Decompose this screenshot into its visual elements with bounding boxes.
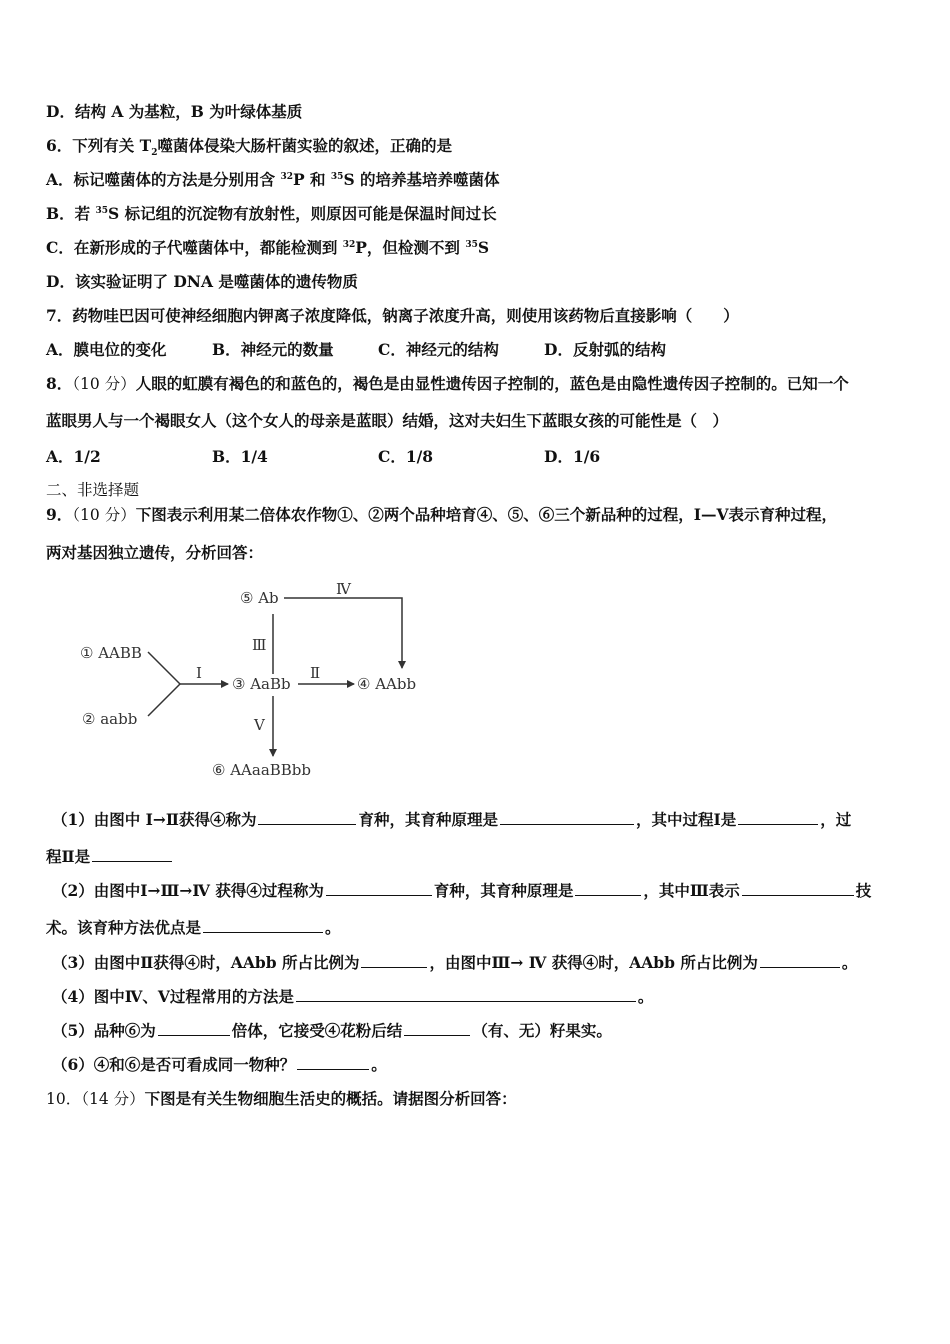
- node-6: ⑥ AAaaBBbb: [212, 761, 312, 779]
- q9-sub1-line2: 程Ⅱ是: [46, 846, 174, 867]
- blank-1-2[interactable]: [500, 809, 634, 825]
- blank-5-1[interactable]: [158, 1020, 230, 1036]
- q7-option-c: C．神经元的结构: [378, 340, 499, 359]
- q6-stem: 6．下列有关 $T_2$噬菌体侵染大肠杆菌实验的叙述，正确的是: [46, 136, 452, 159]
- q7-options: [46, 340, 710, 360]
- q10-stem: 10．（14 分）下图是有关生物细胞生活史的概括。请据图分析回答：: [46, 1089, 517, 1108]
- node-2: ② aabb: [82, 710, 138, 728]
- blank-2-3[interactable]: [742, 880, 854, 896]
- blank-2-2[interactable]: [575, 880, 641, 896]
- breeding-diagram: [70, 574, 450, 784]
- label-ii: Ⅱ: [310, 664, 321, 682]
- q8-option-d: D．1/6: [544, 447, 601, 466]
- q9-sub2-line2: 术。该育种方法优点是 。: [46, 918, 341, 937]
- node-4: ④ AAbb: [357, 675, 417, 693]
- q9-sub2-line1: （2）由图中Ⅰ→Ⅲ→Ⅳ 获得④过程称为 育种，其育种原理是 ，其中Ⅲ表示 技: [52, 881, 872, 900]
- blank-2-1[interactable]: [326, 880, 432, 896]
- q5-option-d: D．结构 A 为基粒，B 为叶绿体基质: [46, 102, 303, 121]
- q9-sub3: （3）由图中Ⅱ获得④时，AAbb 所占比例为 ，由图中Ⅲ→ Ⅳ 获得④时，AAbb 所占比例为 。: [52, 953, 858, 972]
- q9-sub4: （4）图中Ⅳ、Ⅴ过程常用的方法是 。: [52, 987, 654, 1006]
- q9-stem-line1: 9．（10 分）下图表示利用某二倍体农作物①、②两个品种培育④、⑤、⑥三个新品种的过程，Ⅰ—Ⅴ表示育种过程，: [46, 505, 837, 524]
- q8-option-a: A．1/2: [46, 447, 101, 466]
- section-heading: 二、非选择题: [46, 481, 140, 499]
- line-from-1: [148, 652, 180, 684]
- q8-options: [46, 447, 710, 467]
- line-from-2: [148, 684, 180, 716]
- q9-sub6: （6）④和⑥是否可看成同一物种？ 。: [52, 1055, 387, 1074]
- q9-stem-line2: 两对基因独立遗传，分析回答：: [46, 543, 264, 562]
- q7-stem: 7．药物哇巴因可使神经细胞内钾离子浓度降低，钠离子浓度升高，则使用该药物后直接影响（ ）: [46, 306, 739, 325]
- q9-sub5: （5）品种⑥为 倍体，它接受④花粉后结 （有、无）籽果实。: [52, 1021, 612, 1040]
- q8-stem-line2: 蓝眼男人与一个褐眼女人（这个女人的母亲是蓝眼）结婚，这对夫妇生下蓝眼女孩的可能性是（ ）: [46, 411, 729, 430]
- q6-option-d: D．该实验证明了 DNA 是噬菌体的遗传物质: [46, 272, 358, 291]
- blank-1-3[interactable]: [738, 809, 818, 825]
- q6-option-c: C．在新形成的子代噬菌体中，都能检测到 $^{32}$P，但检测不到 $^{35}$S: [46, 238, 490, 257]
- blank-3-2[interactable]: [760, 952, 840, 968]
- node-1: ① AABB: [80, 644, 142, 662]
- label-iv: Ⅳ: [336, 580, 351, 598]
- arrow-iv: [284, 598, 402, 668]
- blank-4-1[interactable]: [296, 986, 636, 1002]
- q8-stem-line1: 8．（10 分）人眼的虹膜有褐色的和蓝色的，褐色是由显性遗传因子控制的，蓝色是由隐性遗传因子控制的。已知一个: [46, 374, 849, 393]
- label-iii: Ⅲ: [252, 636, 267, 654]
- q6-option-a: A．标记噬菌体的方法是分别用含 $^{32}$P 和 $^{35}$S 的培养基培养噬菌体: [46, 170, 500, 189]
- blank-2-4[interactable]: [203, 917, 323, 933]
- node-5: ⑤ Ab: [240, 589, 279, 607]
- blank-5-2[interactable]: [404, 1020, 470, 1036]
- q6-option-b: B．若 $^{35}$S 标记组的沉淀物有放射性，则原因可能是保温时间过长: [46, 204, 497, 223]
- q7-option-b: B．神经元的数量: [212, 340, 334, 359]
- blank-3-1[interactable]: [361, 952, 427, 968]
- q7-option-d: D．反射弧的结构: [544, 340, 666, 359]
- q8-option-c: C．1/8: [378, 447, 434, 466]
- label-v: Ⅴ: [254, 716, 265, 734]
- q8-option-b: B．1/4: [212, 447, 268, 466]
- blank-1-1[interactable]: [258, 809, 356, 825]
- q9-sub1-line1: （1）由图中 Ⅰ→Ⅱ获得④称为 育种，其育种原理是 ，其中过程Ⅰ是 ，过: [52, 810, 852, 829]
- blank-6-1[interactable]: [297, 1054, 369, 1070]
- blank-1-4[interactable]: [92, 846, 172, 862]
- node-3: ③ AaBb: [232, 675, 291, 693]
- q7-option-a: A．膜电位的变化: [46, 340, 167, 359]
- label-i: Ⅰ: [196, 664, 202, 682]
